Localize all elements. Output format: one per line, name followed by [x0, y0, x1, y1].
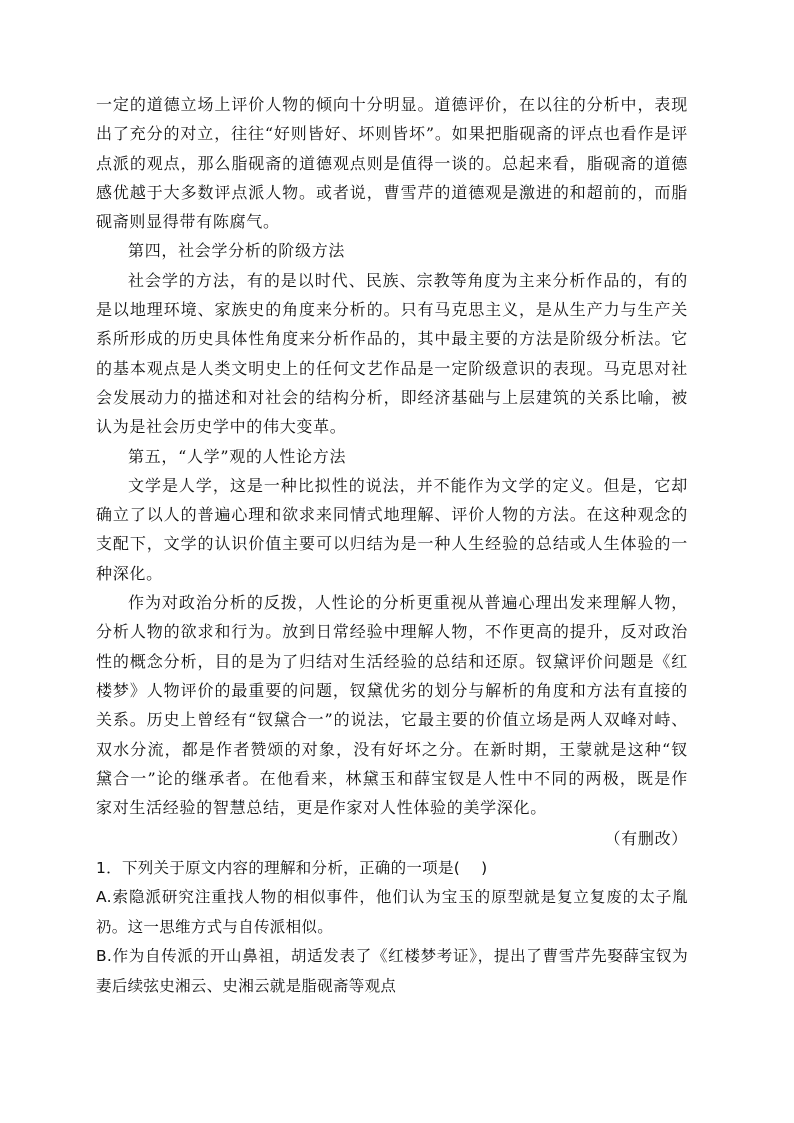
paragraph-literature-is-humanity: 文学是人学，这是一种比拟性的说法，并不能作为文学的定义。但是，它却确立了以人的普遍心理和欲求来同情式地理解、评价人物的方法。在这种观念的支配下，文学的认识价值主要可以归结为是一种人生经验的总结或人生体验的一种深化。	[96, 475, 688, 583]
option-b: B.作为自传派的开山鼻祖，胡适发表了《红楼梦考证》，提出了曹雪芹先娶薛宝钗为妻后续弦史湘云、史湘云就是脂砚斋等观点	[96, 947, 688, 995]
article-body	[96, 90, 688, 854]
paragraph-sociology: 社会学的方法，有的是以时代、民族、宗教等角度为主来分析作品的，有的是以地理环境、家族史的角度来分析的。只有马克思主义，是从生产力与生产关系所形成的历史具体性角度来分析作品的，其中最主要的方法是阶级分析法。它的基本观点是人类文明史上的任何文艺作品是一定阶级意识的表现。马克思对社会发展动力的描述和对社会的结构分析，即经济基础与上层建筑的关系比喻，被认为是社会历史学中的伟大变革。	[96, 270, 688, 437]
option-a: A.索隐派研究注重找人物的相似事件，他们认为宝玉的原型就是复立复废的太子胤礽。这一思维方式与自传派相似。	[96, 888, 688, 936]
source-note: （有删改）	[604, 829, 688, 849]
question-stem: 1．下列关于原文内容的理解和分析，正确的一项是( )	[96, 858, 488, 877]
document-page	[96, 90, 688, 1001]
paragraph-humanism-analysis: 作为对政治分析的反拨，人性论的分析更重视从普遍心理出发来理解人物，分析人物的欲求和行为。放到日常经验中理解人物，不作更高的提升，反对政治性的概念分析，目的是为了归结对生活经验的总结和还原。钗黛评价问题是《红楼梦》人物评价的最重要的问题，钗黛优劣的划分与解析的角度和方法有直接的关系。历史上曾经有“钗黛合一”的说法，它最主要的价值立场是两人双峰对峙、双水分流，都是作者赞颂的对象，没有好坏之分。在新时期，王蒙就是这种“钗黛合一”论的继承者。在他看来，林黛玉和薛宝钗是人性中不同的两极，既是作家对生活经验的智慧总结，更是作家对人性体验的美学深化。	[96, 593, 688, 818]
paragraph-moral-evaluation: 一定的道德立场上评价人物的倾向十分明显。道德评价，在以往的分析中，表现出了充分的对立，往往“好则皆好、坏则皆坏”。如果把脂砚斋的评点也看作是评点派的观点，那么脂砚斋的道德观点则是值得一谈的。总起来看，脂砚斋的道德感优越于大多数评点派人物。或者说，曹雪芹的道德观是激进的和超前的，而脂砚斋则显得带有陈腐气。	[96, 95, 688, 232]
heading-class-method: 第四，社会学分析的阶级方法	[128, 241, 346, 261]
question-1	[96, 854, 688, 1002]
heading-humanism-method: 第五，“人学”观的人性论方法	[128, 446, 347, 466]
